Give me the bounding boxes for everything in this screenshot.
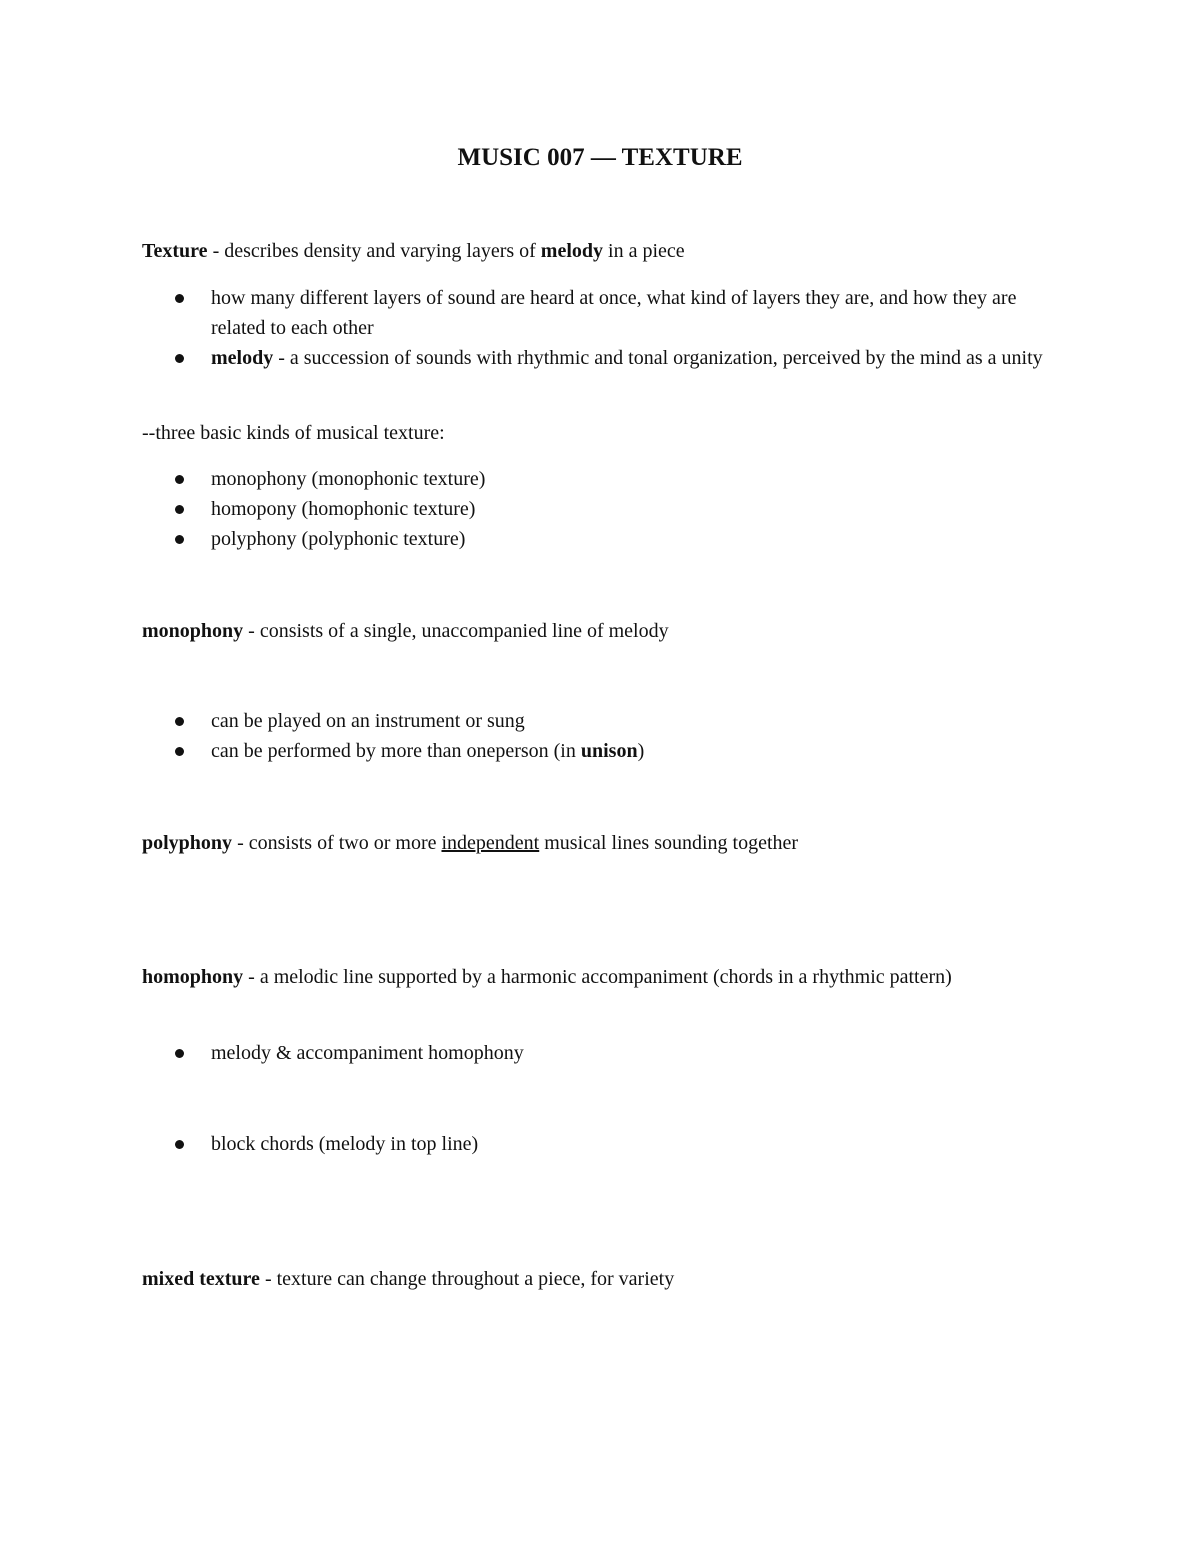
bullet-icon [175,535,184,544]
bullet-text: homopony (homophonic texture) [211,498,476,520]
list-item [142,283,1062,343]
bullet-text: monophony (monophonic texture) [211,468,486,490]
list-item [142,706,1062,736]
bullet-icon [175,294,184,303]
polyphony-definition-text-end: musical lines sounding together [539,832,799,854]
kinds-intro: --three basic kinds of musical texture: [142,422,445,444]
monophony-definition-text: - consists of a single, unaccompanied line of melody [243,620,669,642]
bullet-text: melody & accompaniment homophony [211,1042,524,1064]
bullet-icon [175,747,184,756]
bullet-icon [175,1140,184,1149]
homophony-bullet-list-2 [142,1129,1062,1159]
mixed-texture-definition [142,1264,1062,1294]
list-item [142,343,1062,373]
homophony-definition-text: - a melodic line supported by a harmonic accompaniment (chords in a rhythmic pattern) [243,966,952,988]
homophony-definition [142,962,1127,992]
bullet-icon [175,717,184,726]
page-title: MUSIC 007 — TEXTURE [457,144,743,171]
term-unison: unison [580,740,638,762]
texture-bullet-list [142,283,1062,373]
texture-definition [142,236,1062,266]
homophony-bullet-list-1 [142,1038,1062,1068]
kinds-bullet-list [142,464,1062,554]
texture-definition-text-end: in a piece [603,240,685,262]
bullet-text: can be performed by more than oneperson (in [211,740,581,762]
list-item [142,524,1062,554]
bullet-text: polyphony (polyphonic texture) [211,528,466,550]
term-texture: Texture [142,240,208,262]
list-item [142,1038,1062,1068]
texture-definition-text: - describes density and varying layers of [207,240,541,262]
bullet-text-close: ) [637,740,645,762]
term-melody-bullet: melody [211,347,274,369]
term-monophony: monophony [142,620,244,642]
underlined-independent: independent [441,832,540,854]
monophony-bullet-list [142,706,1062,766]
bullet-icon [175,475,184,484]
monophony-definition [142,616,1062,646]
bullet-text: how many different layers of sound are heard at once, what kind of layers they are, and how they are related to each other [211,287,1017,339]
polyphony-definition-text: - consists of two or more [232,832,442,854]
list-item [142,464,1062,494]
mixed-texture-definition-text: - texture can change throughout a piece, for variety [259,1268,675,1290]
bullet-icon [175,1049,184,1058]
term-melody: melody [540,240,604,262]
term-homophony: homophony [142,966,244,988]
term-polyphony: polyphony [142,832,233,854]
list-item [142,1129,1062,1159]
bullet-icon [175,354,184,363]
list-item [142,494,1062,524]
bullet-text: block chords (melody in top line) [211,1133,479,1155]
bullet-text: can be played on an instrument or sung [211,710,525,732]
bullet-icon [175,505,184,514]
polyphony-definition [142,828,1062,858]
term-mixed-texture: mixed texture [142,1268,260,1290]
list-item [142,736,1062,766]
bullet-text: - a succession of sounds with rhythmic and tonal organization, perceived by the mind as a unity [273,347,1043,369]
